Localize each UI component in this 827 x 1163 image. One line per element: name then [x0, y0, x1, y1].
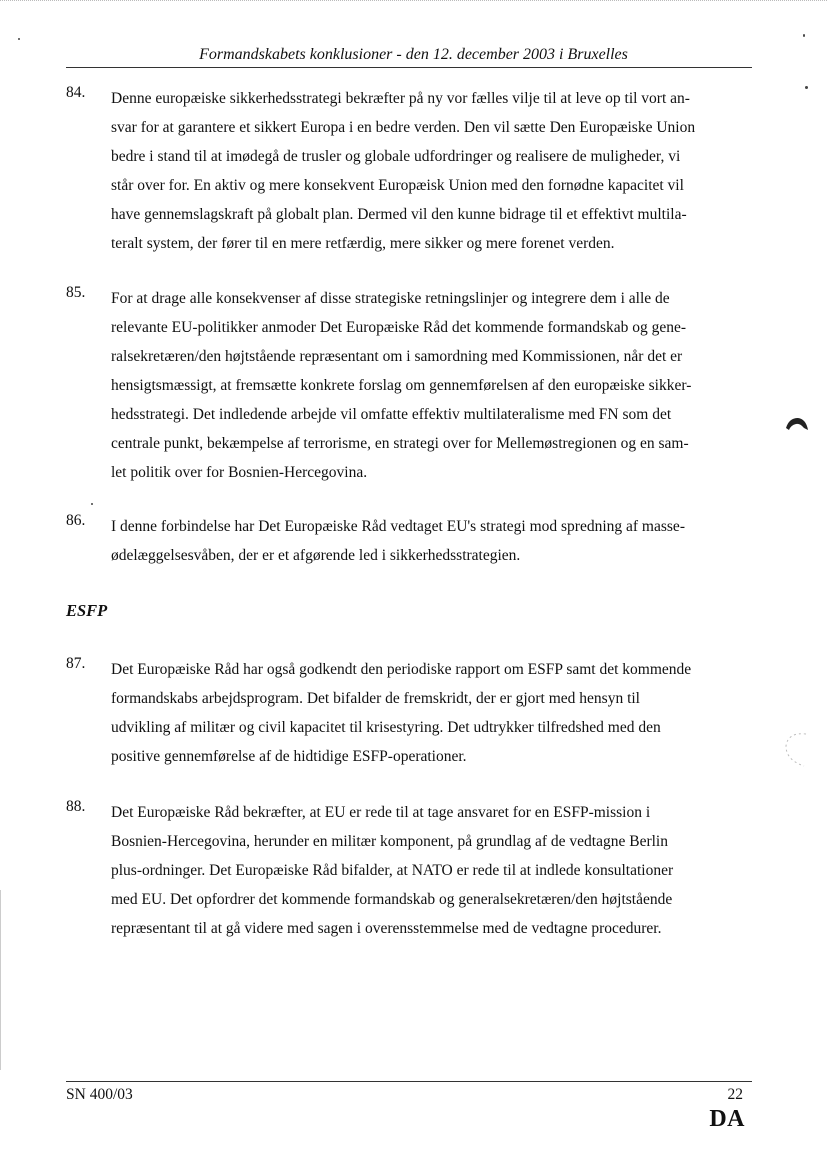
paragraph-87 [66, 655, 756, 771]
paragraph-text: Det Europæiske Råd har også godkendt den periodiske rapport om ESFP samt det kommende formandskabs arbejdsprogram. Det bifalder de fremskridt, der er gjort med hensyn til udvikling af militær og civil kapacitet til krisestyring. Det udtrykker tilfredshed med den positive gennemførelse af de hidtidige ESFP-operationer. [111, 661, 692, 765]
scan-arc-mark [782, 726, 810, 770]
language-code: DA [709, 1106, 745, 1132]
header-rule [66, 67, 752, 68]
paragraph-number: 84. [66, 84, 86, 101]
paragraph-number: 87. [66, 655, 86, 672]
scan-speck [803, 34, 805, 37]
paragraph-84 [66, 84, 756, 258]
paragraph-number: 88. [66, 798, 86, 815]
footer-doc-ref: SN 400/03 [66, 1086, 133, 1103]
scan-speck [18, 38, 20, 40]
footer-rule [66, 1081, 752, 1082]
scan-speck [805, 86, 808, 89]
paragraph-text: For at drage alle konsekvenser af disse strategiske retningslinjer og integrere dem i alle de relevante EU-politikker anmoder Det Europæiske Råd det kommende formandskab og gene- ralsekretæren/den højtstående repræsentant om i samordning med Kommissionen, når det er hensigtsmæssigt, at fremsætte konkrete forslag om gennemførelsen af den europæiske sikker- hedsstrategi. Det indledende arbejde vil omfatte effektiv multilateralisme med FN som det centrale punkt, bekæmpelse af terrorisme, en strategi over for Mellemøstregionen og en sam- let politik over for Bosnien-Hercegovina. [111, 290, 692, 481]
paragraph-text: Det Europæiske Råd bekræfter, at EU er rede til at tage ansvaret for en ESFP-mission i Bosnien-Hercegovina, herunder en militær komponent, på grundlag af de vedtagne Berlin plus-ordninger. Det Europæiske Råd bifalder, at NATO er rede til at indlede konsultationer med EU. Det opfordrer det kommende formandskab og generalsekretæren/den højtstående repræsentant til at gå videre med sagen i overensstemmelse med de vedtagne procedurer. [111, 804, 674, 937]
scan-blot-mark [784, 414, 810, 440]
paragraph-85 [66, 284, 756, 487]
paragraph-number: 86. [66, 512, 86, 529]
paragraph-86 [66, 512, 756, 570]
paragraph-88 [66, 798, 756, 943]
scan-top-edge [0, 0, 827, 1]
page-header-title: Formandskabets konklusioner - den 12. december 2003 i Bruxelles [199, 46, 628, 63]
section-heading: ESFP [66, 601, 108, 620]
scan-left-edge [0, 890, 1, 1070]
paragraph-number: 85. [66, 284, 86, 301]
paragraph-text: Denne europæiske sikkerhedsstrategi bekræfter på ny vor fælles vilje til at leve op til vort an- svar for at garantere et sikkert Europa i en bedre verden. Den vil sætte Den Europæiske Union bedre i stand til at imødegå de trusler og globale udfordringer og realisere de muligheder, vi står over for. En aktiv og mere konsekvent Europæisk Union med den fornødne kapacitet vil have gennemslagskraft på globalt plan. Dermed vil den kunne bidrage til et effektivt multila- teralt system, der fører til en mere retfærdig, mere sikker og mere forenet verden. [111, 90, 696, 252]
paragraph-text: I denne forbindelse har Det Europæiske Råd vedtaget EU's strategi mod spredning af masse- ødelæggelsesvåben, der er et afgørende led i sikkerhedsstrategien. [111, 518, 685, 564]
page-number: 22 [727, 1086, 743, 1103]
scan-speck [91, 503, 93, 505]
